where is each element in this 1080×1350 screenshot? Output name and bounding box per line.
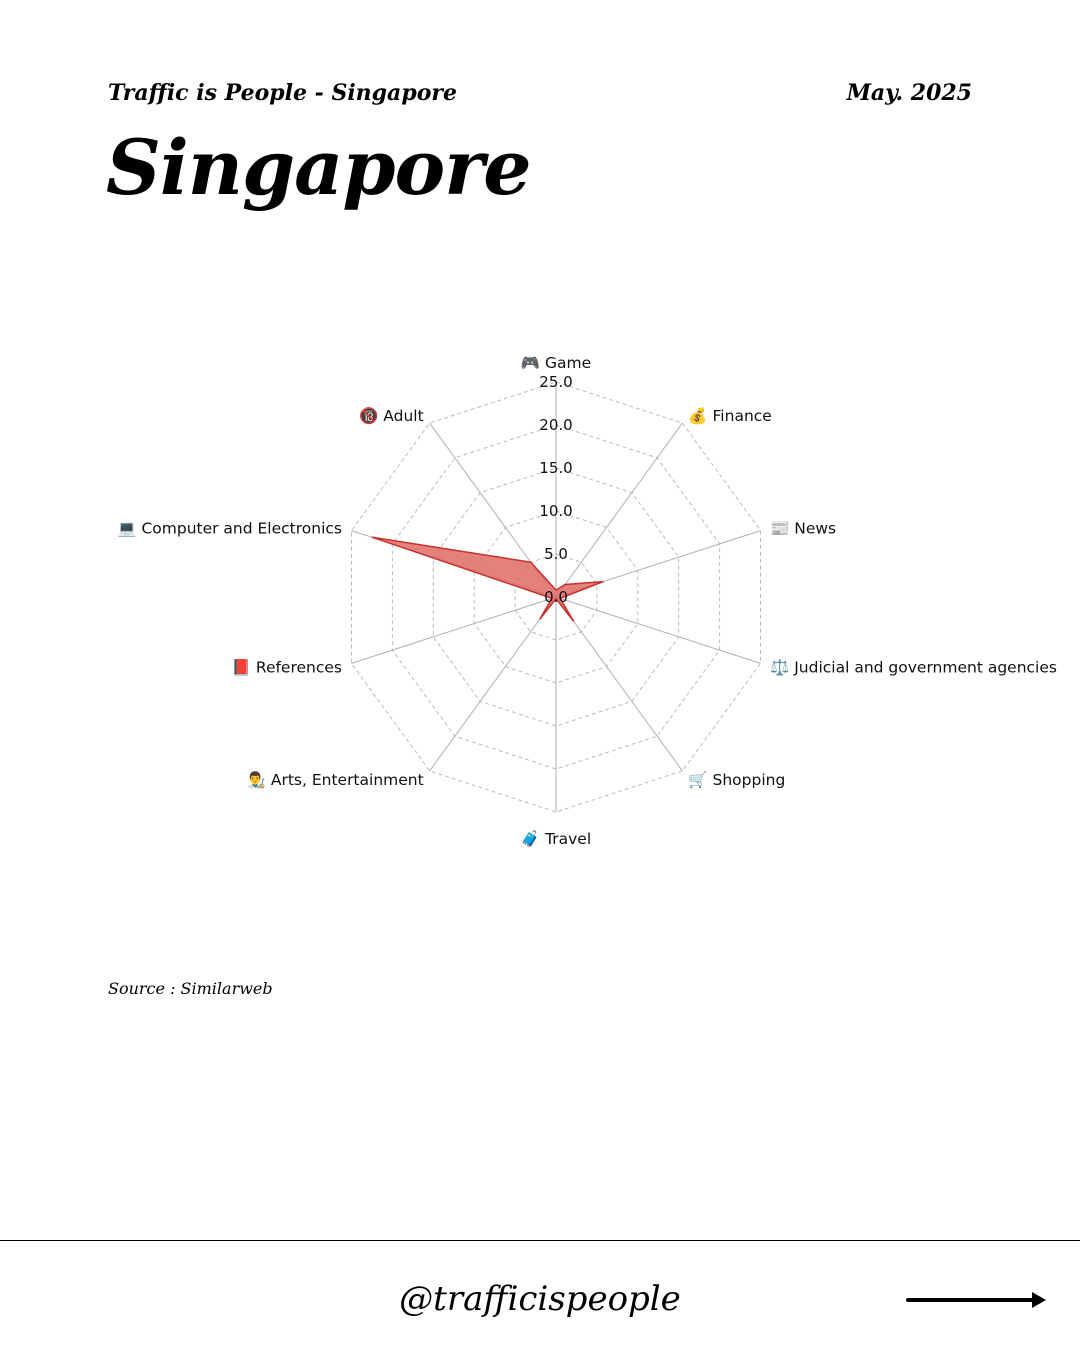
category-label: 🔞 Adult — [359, 407, 424, 425]
grid-spoke — [352, 597, 557, 663]
source-note: Source : Similarweb — [108, 979, 273, 998]
category-label: 💰 Finance — [688, 407, 772, 425]
category-label: 📰 News — [770, 519, 837, 538]
tick-label: 25.0 — [539, 373, 573, 391]
tick-label: 10.0 — [539, 502, 573, 520]
category-label: 💻 Computer and Electronics — [117, 519, 342, 538]
arrow-right-icon[interactable] — [906, 1286, 1048, 1314]
series-title: Traffic is People - Singapore — [108, 80, 457, 106]
category-label: 🧳 Travel — [520, 830, 592, 848]
tick-label: 0.0 — [544, 588, 568, 606]
category-label: 👨‍🎨 Arts, Entertainment — [246, 771, 424, 789]
footer-divider — [0, 1240, 1080, 1241]
category-label: 📕 References — [231, 658, 342, 677]
tick-label: 15.0 — [539, 459, 573, 477]
category-label: 🎮 Game — [520, 354, 592, 372]
tick-label: 5.0 — [544, 545, 568, 563]
category-label: ⚖️ Judicial and government agencies — [770, 658, 1057, 677]
grid-spoke — [556, 597, 761, 663]
tick-label: 20.0 — [539, 416, 573, 434]
grid-spoke — [556, 423, 682, 597]
grid-spoke — [556, 597, 682, 771]
date-label: May. 2025 — [846, 80, 972, 106]
category-label: 🛒 Shopping — [688, 771, 786, 789]
radar-axis-labels — [117, 354, 1057, 848]
grid-spoke — [430, 597, 556, 771]
social-handle: @trafficispeople — [399, 1279, 681, 1319]
page-title: Singapore — [106, 123, 531, 212]
